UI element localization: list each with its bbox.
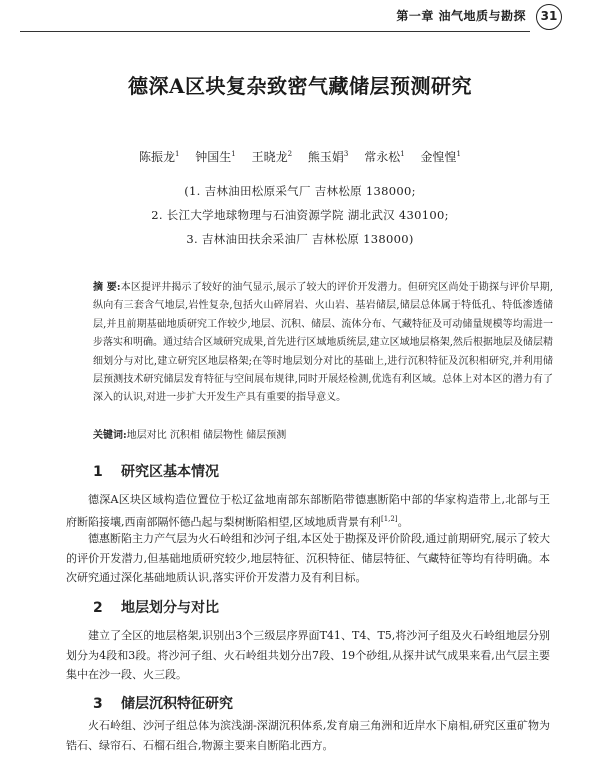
section-number: 3 <box>93 696 103 712</box>
page-number: 31 <box>540 9 558 23</box>
abstract-text: 本区提评井揭示了较好的油气显示,展示了较大的评价开发潜力。但研究区尚处于勘探与评价早期,纵向有三套含气地层,岩性复杂,包括火山碎屑岩、火山岩、基岩储层,储层总体属于特低孔、特低渗透储层,并且前期基础地质研究工作较少,地层、沉积、储层、流体分布、气藏特征及可动储量规模等均需进一步落实和明确。通过结合区域研究成果,首先进行区域地质统层,建立区域地层格架,然后根据地层及储层精细划分与对比,建立研究区地层格架;在等时地层划分对比的基础上,进行沉积特征及沉积相研究,并利用储层预测技术研究储层发育特征与空间展布规律,同时开展烃检测,优选有利区域。总体上对本区的潜力有了深入的认识,对进一步扩大开发生产具有重要的指导意义。 <box>93 282 553 404</box>
author-list <box>0 148 600 165</box>
keywords-label: 关键词: <box>93 430 127 441</box>
section-title: 地层划分与对比 <box>121 600 219 616</box>
running-header <box>0 0 600 34</box>
keywords-text: 地层对比 沉积相 储层物性 储层预测 <box>126 430 287 441</box>
paragraph: 火石岭组、沙河子组总体为滨浅湖-深湖沉积体系,发育扇三角洲和近岸水下扇相,研究区重矿物为锆石、绿帘石、石榴石组合,物源主要来自断陷北西方。 <box>66 719 550 752</box>
author: 王晓龙$^2$ <box>251 150 293 164</box>
section-heading <box>93 461 219 481</box>
running-title: 第一章 油气地质与勘探 <box>396 9 526 23</box>
paper-title: 德深A区块复杂致密气藏储层预测研究 <box>127 74 473 98</box>
abstract-label: 摘 要: <box>93 282 121 293</box>
author: 熊玉娟$^3$ <box>307 150 349 164</box>
section-heading <box>93 597 219 617</box>
author: 陈振龙$^1$ <box>138 150 180 164</box>
abstract <box>93 279 553 408</box>
affiliation-1: (1. 吉林油田松原采气厂 吉林松原 138000; <box>184 184 416 198</box>
affiliation-3: 3. 吉林油田扶余采油厂 吉林松原 138000) <box>186 232 414 246</box>
header-rule <box>20 31 530 32</box>
paragraph: 德惠断陷主力产气层为火石岭组和沙河子组,本区处于勘探及评价阶段,通过前期研究,展示了较大的评价开发潜力,但基础地质研究较少,地层特征、沉积特征、储层特征、气藏特征等均有待明确。本次研究通过深化基础地质认识,落实评价开发潜力及有利目标。 <box>66 532 550 585</box>
affiliation-2: 2. 长江大学地球物理与石油资源学院 湖北武汉 430100; <box>151 208 449 222</box>
author: 常永松$^1$ <box>364 150 405 164</box>
keywords <box>93 426 553 441</box>
author: 金惶惶$^1$ <box>420 150 462 164</box>
paragraph: 建立了全区的地层格架,识别出3个三级层序界面T41、T4、T5,将沙河子组及火石岭组地层分别划分为4段和3段。将沙河子组、火石岭组共划分出7段、19个砂组,从探井试气成果来看,出气层主要集中在沙一段、火三段。 <box>66 629 550 682</box>
section-heading <box>93 693 233 713</box>
author: 钟国生$^1$ <box>195 150 236 164</box>
paragraph: 德深A区块区域构造位置位于松辽盆地南部东部断陷带德惠断陷中部的华家构造带上,北部与王府断陷接壤,西南部隔怀德凸起与梨树断陷相望,区域地质背景有利[1,2]。 <box>66 493 550 529</box>
section-number: 2 <box>93 600 103 616</box>
section-title: 研究区基本情况 <box>121 464 219 480</box>
citation: [1,2] <box>381 514 398 523</box>
section-number: 1 <box>93 464 103 480</box>
section-title: 储层沉积特征研究 <box>121 696 233 712</box>
